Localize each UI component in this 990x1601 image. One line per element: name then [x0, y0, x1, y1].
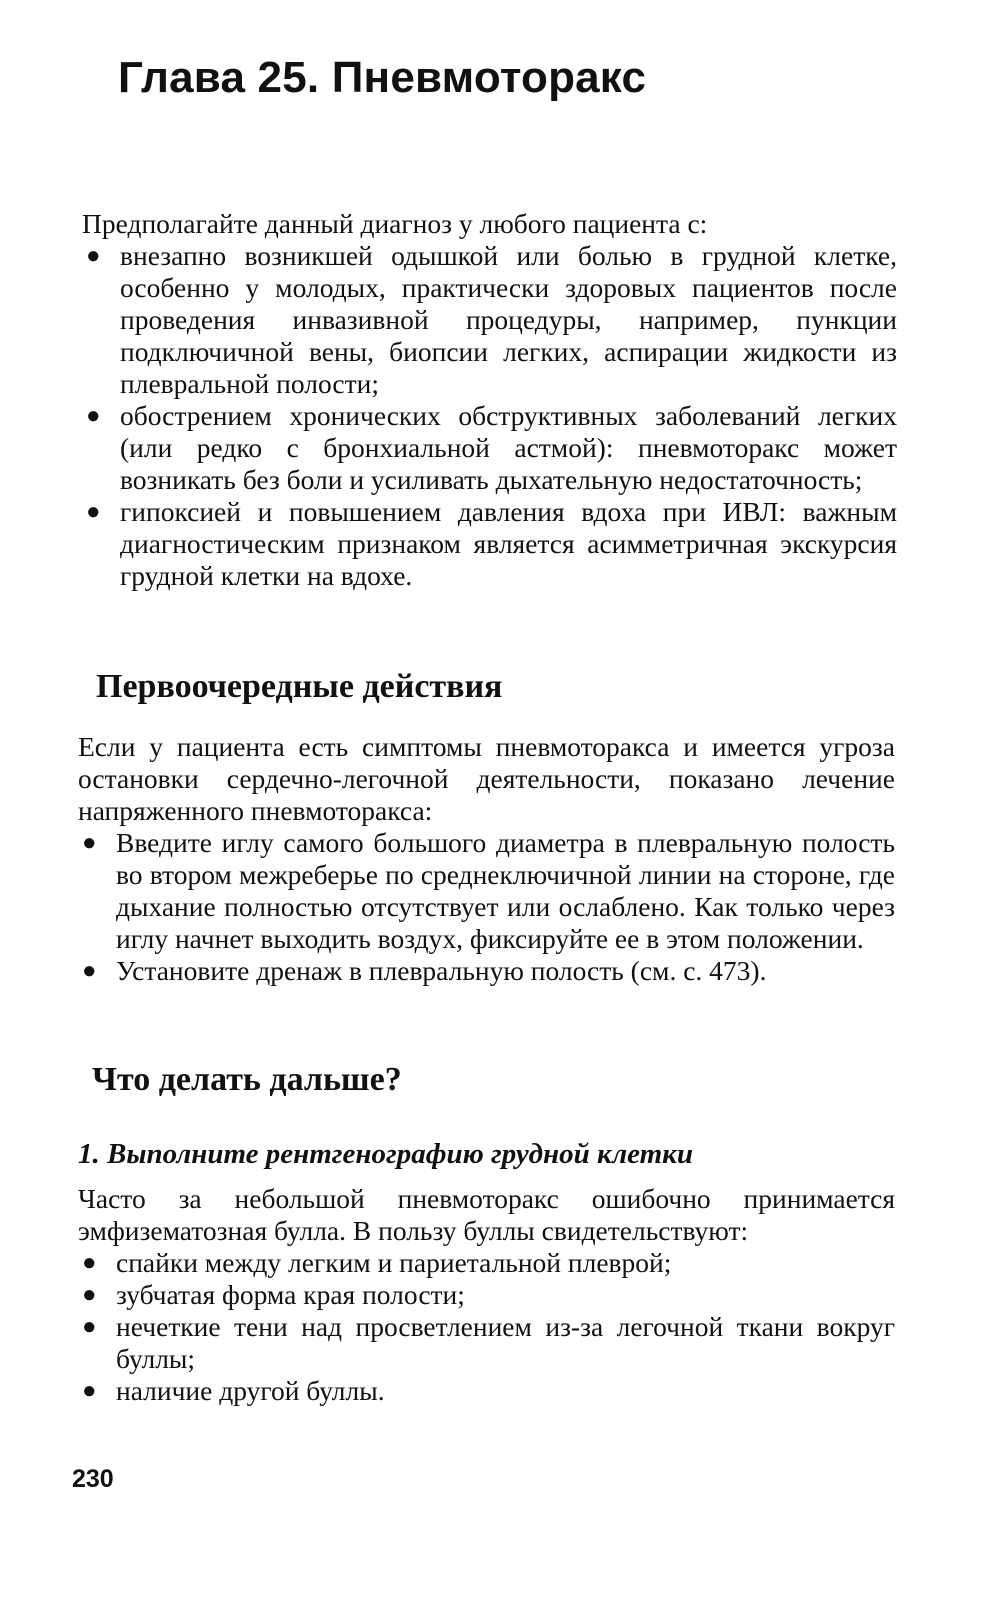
- list-item: [78, 1247, 895, 1279]
- list-item: [82, 240, 897, 400]
- page-number: 230: [72, 1465, 114, 1493]
- list-item-text: внезапно возникшей одышкой или болью в грудной клетке, особенно у молодых, практически здоровых пациентов после проведения инвазивной процедуры, например, пункции подключичной вены, биопсии легких, аспирации жидкости из плевральной полости;: [120, 240, 897, 399]
- primary-bullet-list: [78, 827, 895, 987]
- intro-section: [82, 208, 897, 592]
- primary-lead: Если у пациента есть симптомы пневмоторакса и имеется угроза остановки сердечно-легочной деятельности, показано лечение напряженного пневмоторакса:: [78, 731, 895, 826]
- section-heading-next-steps: Что делать дальше?: [92, 1061, 402, 1098]
- bullet-icon: ●: [86, 403, 101, 429]
- section-heading-primary-actions: Первоочередные действия: [96, 668, 503, 705]
- bullet-icon: ●: [82, 958, 97, 984]
- list-item: [78, 827, 895, 955]
- list-item-text: спайки между легким и париетальной плеврой;: [116, 1247, 672, 1278]
- bullet-icon: ●: [82, 1314, 97, 1340]
- list-item: [78, 1375, 895, 1407]
- bullet-icon: ●: [86, 243, 101, 269]
- list-item: [78, 955, 895, 987]
- next-lead: Часто за небольшой пневмоторакс ошибочно принимается эмфизематозная булла. В пользу буллы свидетельствуют:: [78, 1183, 895, 1246]
- list-item-text: нечеткие тени над просветлением из-за легочной ткани вокруг буллы;: [116, 1311, 895, 1374]
- bullet-icon: ●: [82, 1250, 97, 1276]
- next-steps-section: [78, 1183, 895, 1407]
- list-item-text: наличие другой буллы.: [116, 1375, 385, 1406]
- list-item: [78, 1279, 895, 1311]
- primary-actions-section: [78, 731, 895, 987]
- list-item-text: Установите дренаж в плевральную полость (см. с. 473).: [116, 955, 767, 986]
- intro-lead: Предполагайте данный диагноз у любого пациента с:: [82, 208, 708, 239]
- bullet-icon: ●: [82, 830, 97, 856]
- list-item-text: зубчатая форма края полости;: [116, 1279, 465, 1310]
- list-item: [82, 400, 897, 496]
- list-item-text: Введите иглу самого большого диаметра в плевральную полость во втором межреберье по среднеключичной линии на стороне, где дыхание полностью отсутствует или ослаблено. Как только через иглу начнет выходить воздух, фиксируйте ее в этом положении.: [116, 827, 895, 954]
- list-item-text: обострением хронических обструктивных заболеваний легких (или редко с бронхиальной астмой): пневмоторакс может возникать без боли и усиливать дыхательную недостаточность;: [120, 400, 897, 495]
- bullet-icon: ●: [82, 1378, 97, 1404]
- intro-bullet-list: [82, 240, 897, 592]
- list-item: [78, 1311, 895, 1375]
- bullet-icon: ●: [86, 499, 101, 525]
- next-bullet-list: [78, 1247, 895, 1407]
- list-item: [82, 496, 897, 592]
- subheading-chest-xray: 1. Выполните рентгенографию грудной клетки: [78, 1138, 694, 1170]
- bullet-icon: ●: [82, 1282, 97, 1308]
- chapter-title: Глава 25. Пневмоторакс: [118, 53, 647, 102]
- list-item-text: гипоксией и повышением давления вдоха при ИВЛ: важным диагностическим признаком является асимметричная экскурсия грудной клетки на вдохе.: [120, 496, 897, 591]
